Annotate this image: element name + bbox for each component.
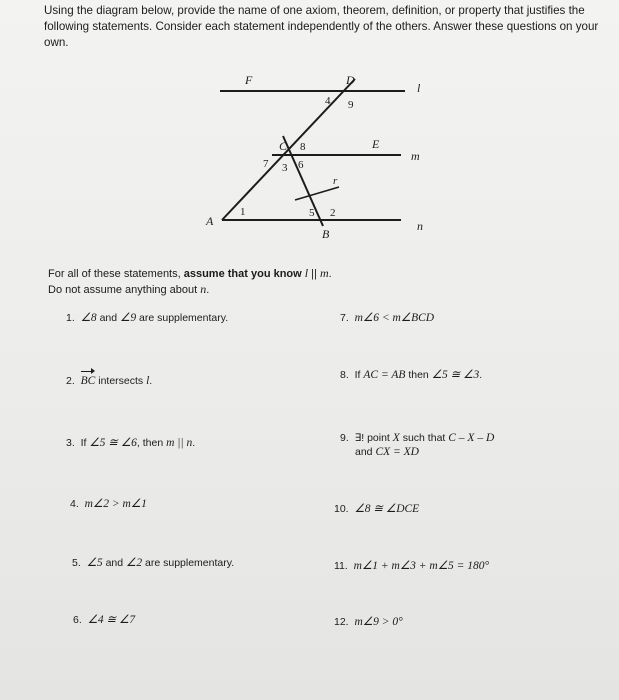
angle-6: 6 <box>298 159 304 171</box>
label-C: C <box>279 139 288 153</box>
statement-1: 1. ∠8 and ∠9 are supplementary. <box>66 312 229 324</box>
line-r <box>295 187 339 200</box>
angle-1: 1 <box>240 206 246 218</box>
angle-5: 5 <box>309 207 315 219</box>
label-r: r <box>333 175 338 187</box>
statement-2: 2. BC intersects l. <box>66 375 153 387</box>
statement-8: 8. If AC = AB then ∠5 ≅ ∠3. <box>340 369 483 381</box>
angle-2: 2 <box>330 207 336 219</box>
label-D: D <box>346 73 355 87</box>
statement-9: 9. ∃! point X such that C – X – D and CX = XD <box>340 432 495 458</box>
label-E: E <box>372 137 380 151</box>
statement-6: 6. ∠4 ≅ ∠7 <box>73 614 136 626</box>
label-B: B <box>322 227 330 241</box>
statement-7: 7. m∠6 < m∠BCD <box>340 312 435 324</box>
angle-3: 3 <box>282 162 288 174</box>
label-A: A <box>206 214 214 228</box>
assumption-text: For all of these statements, assume that you know l || m. Do not assume anything about n. <box>48 266 332 296</box>
statement-10: 10. ∠8 ≅ ∠DCE <box>334 503 420 515</box>
statement-3: 3. If ∠5 ≅ ∠6, then m || n. <box>66 437 196 449</box>
statement-5: 5. ∠5 and ∠2 are supplementary. <box>72 557 235 569</box>
angle-8: 8 <box>300 141 306 153</box>
angle-4: 4 <box>325 95 331 107</box>
statement-12: 12. m∠9 > 0° <box>334 616 403 628</box>
statement-4: 4. m∠2 > m∠1 <box>70 498 147 510</box>
assumption-bold: assume that you know <box>183 268 302 280</box>
instructions-paragraph: Using the diagram below, provide the name of one axiom, theorem, definition, or property that justifies the following statements. Consider each statement independently of the others. Answer these questions on your own. <box>44 4 599 49</box>
label-l: l <box>417 81 421 95</box>
geometry-diagram <box>195 70 435 245</box>
angle-9: 9 <box>348 99 354 111</box>
angle-7: 7 <box>263 158 269 170</box>
label-m: m <box>411 149 420 163</box>
label-n: n <box>417 219 423 233</box>
statement-11: 11. m∠1 + m∠3 + m∠5 = 180° <box>334 560 490 572</box>
label-F: F <box>245 73 253 87</box>
